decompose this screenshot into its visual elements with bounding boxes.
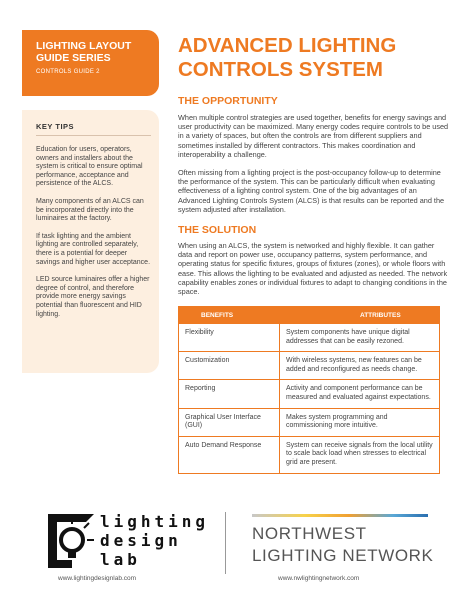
series-subtitle: CONTROLS GUIDE 2 [36, 69, 100, 75]
page-title-line1: ADVANCED LIGHTING [178, 34, 397, 57]
footer-divider [225, 512, 226, 574]
series-title-line2: GUIDE SERIES [36, 52, 111, 64]
header-benefits: BENEFITS [201, 312, 234, 319]
benefits-table [178, 306, 440, 474]
opportunity-paragraph-1: When multiple control strategies are used together, benefits for energy savings and user productivity can be maximized. Many energy codes require controls to be used in a variety of spaces, but often the controls are from different suppliers and sometimes installed by different contractors. This makes coordination and interoperability a challenge. [178, 113, 449, 159]
key-tip: Many components of an ALCS can be incorporated directly into the luminaires at the factory. [36, 197, 144, 223]
attribute-cell: System components have unique digital addresses that can be easily rezoned. [286, 329, 410, 345]
logo-word-lighting: lighting [100, 512, 210, 531]
table-row [179, 379, 439, 407]
series-banner [22, 30, 159, 96]
page-title-line2: CONTROLS SYSTEM [178, 58, 384, 81]
attribute-cell: System can receive signals from the local utility to scale back load when stresses to electrical grid are present. [286, 441, 433, 466]
key-tip: If task lighting and the ambient lighting are controlled separately, there is a potential for deeper savings and higher user acceptance. [36, 232, 151, 266]
solution-paragraph: When using an ALCS, the system is networked and highly flexible. It can gather data and report on power use, occupancy patterns, system performance, and operating status for specific fixtures, groups of fixtures (zones), or whole floors with ease. This allows the lighting to be evaluated and adjusted as needed. The network capability enables zones or individual fixtures to adapt to changing conditions in the space. [178, 241, 448, 297]
key-tips-panel [22, 110, 159, 373]
attribute-cell: Activity and component performance can be measured and evaluated against expectations. [286, 385, 431, 401]
table-row [179, 324, 439, 351]
nw-logo-line2: LIGHTING NETWORK [252, 546, 434, 565]
nw-url-link[interactable]: www.nwlightingnetwork.com [278, 575, 360, 582]
key-tip: LED source luminaires offer a higher degree of control, and therefore provide more energy savings potential than fluorescent and HID lighting. [36, 276, 150, 318]
solution-heading: THE SOLUTION [178, 224, 257, 236]
header-attributes: ATTRIBUTES [360, 312, 401, 319]
lab-url-link[interactable]: www.lightingdesignlab.com [58, 575, 137, 582]
opportunity-heading: THE OPPORTUNITY [178, 95, 278, 107]
benefit-cell: Flexibility [179, 324, 280, 351]
attribute-cell: Makes system programming and commissioning more intuitive. [286, 413, 388, 430]
page-title [178, 34, 458, 82]
benefit-cell: Reporting [179, 380, 280, 407]
attribute-cell: With wireless systems, new features can be added and reconfigured as needs change. [286, 357, 422, 373]
opportunity-paragraph-2: Often missing from a lighting project is the post-occupancy follow-up to determine the performance of the system. This can be particularly difficult when evaluating effectiveness of a lighting control system. One of the big advantages of an Advanced Lighting Controls System (ALCS) is that results can be reported and the system adjusted after installation. [178, 168, 445, 214]
key-tips-heading: KEY TIPS [36, 122, 151, 136]
benefit-cell: Customization [179, 352, 280, 379]
logo-word-design: design [100, 531, 182, 550]
nw-gradient-bar [252, 514, 428, 517]
benefit-cell: Auto Demand Response [179, 437, 280, 473]
lightbulb-logo-icon [42, 512, 102, 570]
key-tip: Education for users, operators, owners and installers about the system is critical to ensure optimal performance, acceptance and persistence of the ALCS. [36, 146, 143, 188]
logo-word-lab: lab [100, 550, 141, 569]
table-row [179, 408, 439, 436]
table-header [179, 307, 439, 324]
benefit-cell: Graphical User Interface (GUI) [179, 409, 280, 436]
nw-logo-line1: NORTHWEST [252, 524, 367, 543]
table-row [179, 351, 439, 379]
table-row [179, 436, 439, 473]
series-title-line1: LIGHTING LAYOUT [36, 40, 132, 52]
